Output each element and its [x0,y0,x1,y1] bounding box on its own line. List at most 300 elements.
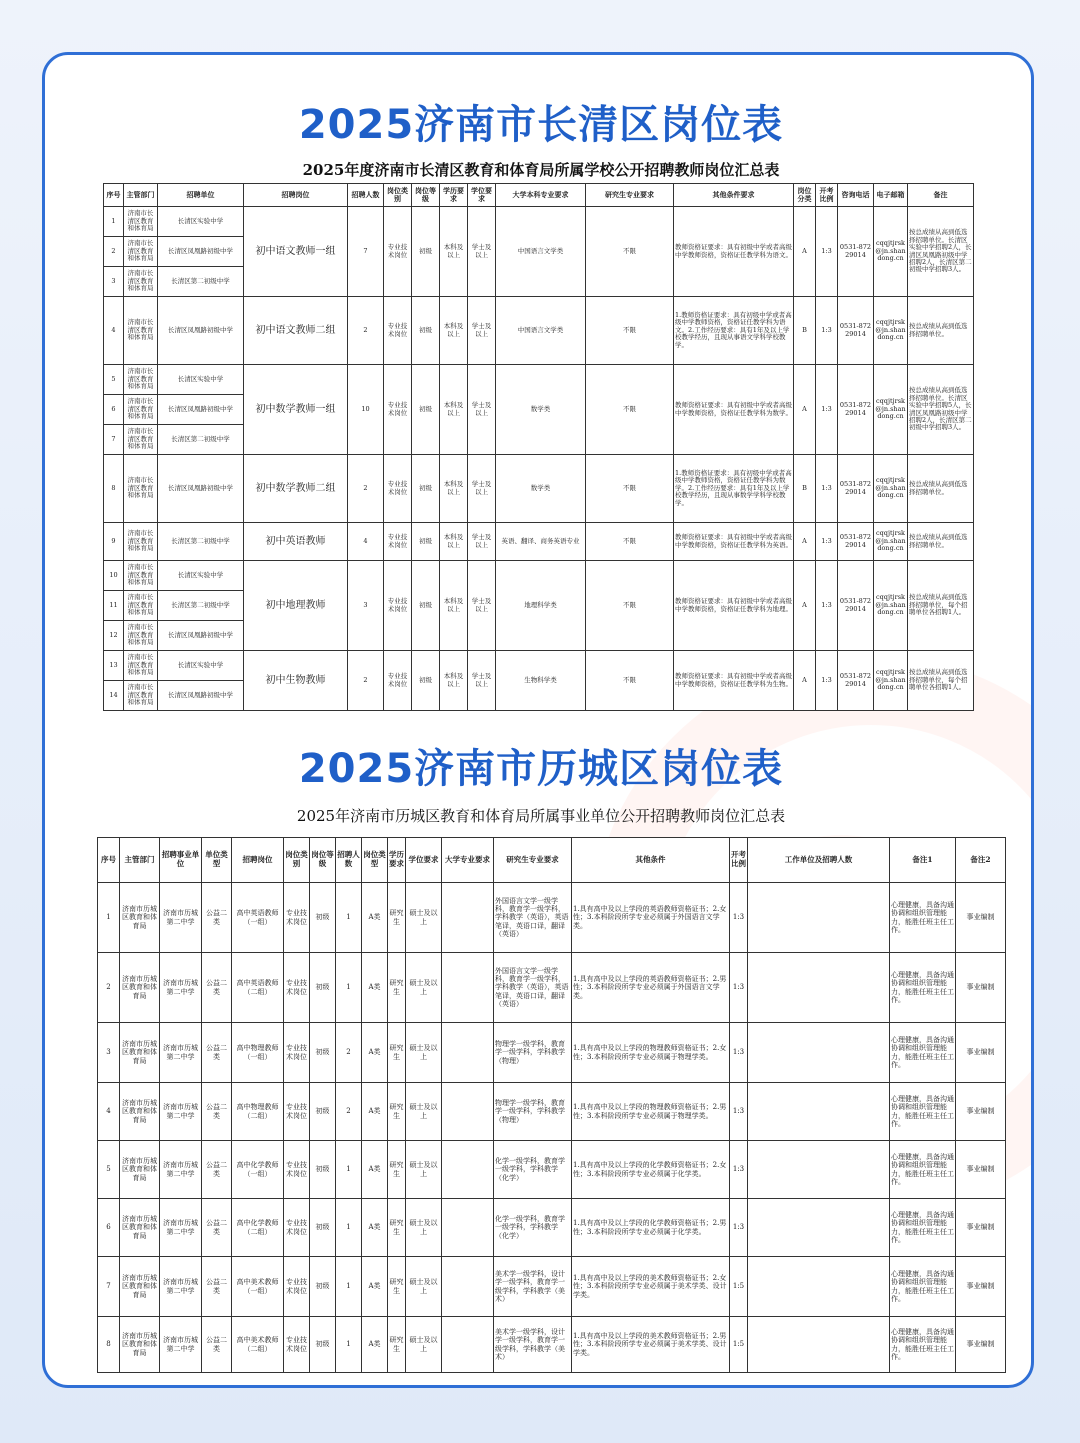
licheng-table-body [98,883,1006,1373]
education-cell: 研究生 [388,1083,406,1141]
col-header: 岗位分类 [794,184,816,207]
note-cell: 按总成绩从高到低选择招聘单位。 [908,523,974,561]
education-cell: 本科及以上 [440,523,468,561]
condition-cell: 1.具有高中及以上学段的化学教师资格证书；2.女性；3.本科阶段所学专业必须属于化学类。 [572,1141,730,1199]
level-cell: 初级 [310,1083,336,1141]
condition-cell: 1.具有高中及以上学段的美术教师资格证书；2.女性；3.本科阶段所学专业必须属于美术学类、设计学类。 [572,1257,730,1317]
email-cell: cqqjtjrsk@jn.shandong.cn [874,207,908,297]
grad-major-cell: 化学一级学科，教育学一级学科，学科教学（化学） [494,1199,572,1257]
col-header: 招聘事业单位 [160,838,202,883]
note-cell: 按总成绩从高到低选择招聘单位。 [908,297,974,365]
ratio-cell: 1:5 [730,1257,748,1317]
post-class-cell: 专业技术岗位 [384,651,412,711]
unit-cell: 长清区第二初级中学 [158,267,244,297]
post-cell: 初中数学教师一组 [244,365,348,455]
table-row [98,1083,1006,1141]
phone-cell: 0531-87229014 [838,207,874,297]
col-header: 大学本科专业要求 [496,184,586,207]
row-number: 3 [98,1023,120,1083]
col-header: 电子邮箱 [874,184,908,207]
table-row [98,1317,1006,1373]
post-class-cell: 专业技术岗位 [284,1199,310,1257]
post-category-cell: A [794,207,816,297]
condition-cell: 1.具有高中及以上学段的物理教师资格证书；2.女性；3.本科阶段所学专业必须属于物理学类。 [572,1023,730,1083]
post-type-cell: A类 [362,1083,388,1141]
changqing-table [103,183,974,711]
col-header: 岗位类别 [384,184,412,207]
unit-cell: 济南市历城第二中学 [160,1141,202,1199]
unit-cell: 长清区实验中学 [158,365,244,395]
dept-cell: 济南市历城区教育和体育局 [120,1199,160,1257]
major-cell: 数学类 [496,455,586,523]
unit-cell: 济南市历城第二中学 [160,1023,202,1083]
row-number: 5 [98,1141,120,1199]
note2-cell: 事业编制 [956,1317,1006,1373]
grad-major-cell: 不限 [586,523,674,561]
table-row [104,365,974,395]
post-type-cell: A类 [362,883,388,953]
row-number: 10 [104,561,124,591]
phone-cell: 0531-87229014 [838,523,874,561]
row-number: 8 [98,1317,120,1373]
condition-cell: 1.具有高中及以上学段的英语教师资格证书；2.女性；3.本科阶段所学专业必须属于外国语言文学类。 [572,883,730,953]
major-cell: 中国语言文学类 [496,207,586,297]
note-cell: 按总成绩从高到低选择招聘单位，每个招聘单位各招聘1人。 [908,561,974,651]
level-cell: 初级 [310,1141,336,1199]
grad-major-cell: 美术学一级学科，设计学一级学科，教育学一级学科，学科教学（美术） [494,1317,572,1373]
section1-big-title: 2025济南市长清区岗位表 [298,102,784,148]
education-cell: 研究生 [388,1141,406,1199]
workplace-cell [748,1141,890,1199]
post-class-cell: 专业技术岗位 [284,1257,310,1317]
post-cell: 高中化学教师（二组） [232,1199,284,1257]
unit-cell: 长清区第二初级中学 [158,591,244,621]
count-cell: 2 [348,297,384,365]
unit-type-cell: 公益二类 [202,883,232,953]
dept-cell: 济南市长清区教育和体育局 [124,425,158,455]
degree-cell: 硕士及以上 [406,1317,442,1373]
unit-cell: 长清区实验中学 [158,207,244,237]
col-header: 招聘人数 [348,184,384,207]
unit-type-cell: 公益二类 [202,1083,232,1141]
col-header: 岗位等级 [310,838,336,883]
post-type-cell: A类 [362,953,388,1023]
workplace-cell [748,1083,890,1141]
undergrad-major-cell [442,1023,494,1083]
col-header: 序号 [104,184,124,207]
email-cell: cqqjtjrsk@jn.shandong.cn [874,455,908,523]
unit-cell: 济南市历城第二中学 [160,953,202,1023]
post-type-cell: A类 [362,1199,388,1257]
note2-cell: 事业编制 [956,1257,1006,1317]
col-header: 学历要求 [440,184,468,207]
post-class-cell: 专业技术岗位 [384,523,412,561]
ratio-cell: 1:5 [730,1317,748,1373]
col-header: 学位要求 [406,838,442,883]
dept-cell: 济南市历城区教育和体育局 [120,1141,160,1199]
table-row [98,1141,1006,1199]
post-class-cell: 专业技术岗位 [284,1317,310,1373]
row-number: 7 [104,425,124,455]
post-class-cell: 专业技术岗位 [284,1141,310,1199]
education-cell: 本科及以上 [440,455,468,523]
degree-cell: 学士及以上 [468,297,496,365]
grad-major-cell: 化学一级学科，教育学一级学科，学科教学（化学） [494,1141,572,1199]
dept-cell: 济南市历城区教育和体育局 [120,953,160,1023]
table-header-row [104,184,974,207]
ratio-cell: 1:3 [816,365,838,455]
table-row [98,1199,1006,1257]
unit-type-cell: 公益二类 [202,1141,232,1199]
degree-cell: 硕士及以上 [406,883,442,953]
section1-sub-title: 2025年度济南市长清区教育和体育局所属学校公开招聘教师岗位汇总表 [302,161,780,179]
count-cell: 1 [336,1317,362,1373]
education-cell: 本科及以上 [440,561,468,651]
post-cell: 高中英语教师（二组） [232,953,284,1023]
degree-cell: 硕士及以上 [406,1199,442,1257]
note2-cell: 事业编制 [956,1199,1006,1257]
count-cell: 2 [336,1023,362,1083]
row-number: 6 [104,395,124,425]
level-cell: 初级 [412,297,440,365]
unit-cell: 济南市历城第二中学 [160,1083,202,1141]
post-cell: 高中物理教师（二组） [232,1083,284,1141]
phone-cell: 0531-87229014 [838,297,874,365]
post-class-cell: 专业技术岗位 [384,297,412,365]
note1-cell: 心理健康，具备沟通协调和组织管理能力，能胜任班主任工作。 [890,883,956,953]
count-cell: 7 [348,207,384,297]
grad-major-cell: 外国语言文学一级学科，教育学一级学科，学科教学（英语），英语笔译，英语口译，翻译（英语） [494,953,572,1023]
grad-major-cell: 不限 [586,365,674,455]
count-cell: 3 [348,561,384,651]
col-header: 其他条件要求 [674,184,794,207]
email-cell: cqqjtjrsk@jn.shandong.cn [874,523,908,561]
col-header: 岗位等级 [412,184,440,207]
table-row [104,297,974,365]
condition-cell: 1.具有高中及以上学段的化学教师资格证书；2.男性；3.本科阶段所学专业必须属于化学类。 [572,1199,730,1257]
undergrad-major-cell [442,1317,494,1373]
level-cell: 初级 [310,883,336,953]
dept-cell: 济南市历城区教育和体育局 [120,1023,160,1083]
dept-cell: 济南市长清区教育和体育局 [124,207,158,237]
post-cell: 初中生物教师 [244,651,348,711]
level-cell: 初级 [310,1199,336,1257]
phone-cell: 0531-87229014 [838,651,874,711]
unit-cell: 长清区凤凰路初级中学 [158,681,244,711]
dept-cell: 济南市长清区教育和体育局 [124,395,158,425]
post-type-cell: A类 [362,1023,388,1083]
post-class-cell: 专业技术岗位 [284,953,310,1023]
post-cell: 高中英语教师（一组） [232,883,284,953]
col-header: 招聘岗位 [244,184,348,207]
table-header-row [98,838,1006,883]
ratio-cell: 1:3 [816,651,838,711]
note2-cell: 事业编制 [956,953,1006,1023]
post-class-cell: 专业技术岗位 [384,365,412,455]
note1-cell: 心理健康，具备沟通协调和组织管理能力，能胜任班主任工作。 [890,1141,956,1199]
note1-cell: 心理健康，具备沟通协调和组织管理能力，能胜任班主任工作。 [890,1083,956,1141]
note-cell: 按总成绩从高到低选择招聘单位，每个招聘单位各招聘1人。 [908,651,974,711]
table-row [104,207,974,237]
education-cell: 研究生 [388,1257,406,1317]
col-header: 备注2 [956,838,1006,883]
row-number: 3 [104,267,124,297]
dept-cell: 济南市长清区教育和体育局 [124,591,158,621]
condition-cell: 教师资格证要求：具有初级中学或者高级中学教师资格，资格证任教学科为数学。 [674,365,794,455]
note1-cell: 心理健康，具备沟通协调和组织管理能力，能胜任班主任工作。 [890,1317,956,1373]
count-cell: 1 [336,1141,362,1199]
dept-cell: 济南市长清区教育和体育局 [124,365,158,395]
row-number: 8 [104,455,124,523]
condition-cell: 教师资格证要求：具有初级中学或者高级中学教师资格，资格证任教学科为语文。 [674,207,794,297]
grad-major-cell: 不限 [586,207,674,297]
row-number: 7 [98,1257,120,1317]
note-cell: 按总成绩从高到低选择招聘单位。长清区实验中学招聘2人，长清区凤凰路初级中学招聘2人，长清区第二初级中学招聘3人。 [908,207,974,297]
degree-cell: 学士及以上 [468,207,496,297]
level-cell: 初级 [412,207,440,297]
ratio-cell: 1:3 [730,953,748,1023]
row-number: 9 [104,523,124,561]
grad-major-cell: 物理学一级学科，教育学一级学科，学科教学（物理） [494,1023,572,1083]
level-cell: 初级 [310,1023,336,1083]
col-header: 学历要求 [388,838,406,883]
dept-cell: 济南市长清区教育和体育局 [124,561,158,591]
unit-cell: 济南市历城第二中学 [160,883,202,953]
level-cell: 初级 [412,651,440,711]
count-cell: 2 [348,651,384,711]
unit-cell: 长清区凤凰路初级中学 [158,621,244,651]
grad-major-cell: 不限 [586,455,674,523]
dept-cell: 济南市长清区教育和体育局 [124,523,158,561]
grad-major-cell: 外国语言文学一级学科，教育学一级学科，学科教学（英语），英语笔译，英语口译，翻译（英语） [494,883,572,953]
post-class-cell: 专业技术岗位 [384,561,412,651]
col-header: 主管部门 [124,184,158,207]
ratio-cell: 1:3 [730,1199,748,1257]
degree-cell: 硕士及以上 [406,1023,442,1083]
post-class-cell: 专业技术岗位 [284,1023,310,1083]
section2-big-title: 2025济南市历城区岗位表 [298,746,784,792]
grad-major-cell: 不限 [586,297,674,365]
education-cell: 研究生 [388,1023,406,1083]
count-cell: 1 [336,1257,362,1317]
education-cell: 研究生 [388,1199,406,1257]
condition-cell: 教师资格证要求：具有初级中学或者高级中学教师资格，资格证任教学科为地理。 [674,561,794,651]
post-class-cell: 专业技术岗位 [384,455,412,523]
degree-cell: 学士及以上 [468,455,496,523]
col-header: 备注1 [890,838,956,883]
col-header: 招聘单位 [158,184,244,207]
workplace-cell [748,953,890,1023]
table-row [104,561,974,591]
unit-cell: 长清区实验中学 [158,651,244,681]
col-header: 开考比例 [816,184,838,207]
note2-cell: 事业编制 [956,1083,1006,1141]
unit-cell: 长清区第二初级中学 [158,425,244,455]
condition-cell: 1.具有高中及以上学段的物理教师资格证书；2.男性；3.本科阶段所学专业必须属于物理学类。 [572,1083,730,1141]
post-category-cell: A [794,561,816,651]
phone-cell: 0531-87229014 [838,561,874,651]
degree-cell: 学士及以上 [468,365,496,455]
ratio-cell: 1:3 [730,1023,748,1083]
unit-cell: 济南市历城第二中学 [160,1257,202,1317]
undergrad-major-cell [442,1141,494,1199]
ratio-cell: 1:3 [816,455,838,523]
degree-cell: 硕士及以上 [406,953,442,1023]
changqing-table-body [104,207,974,711]
unit-cell: 长清区实验中学 [158,561,244,591]
post-class-cell: 专业技术岗位 [284,1083,310,1141]
grad-major-cell: 美术学一级学科，设计学一级学科，教育学一级学科，学科教学（美术） [494,1257,572,1317]
col-header: 工作单位及招聘人数 [748,838,890,883]
unit-cell: 长清区凤凰路初级中学 [158,297,244,365]
workplace-cell [748,1257,890,1317]
post-type-cell: A类 [362,1257,388,1317]
row-number: 4 [98,1083,120,1141]
post-type-cell: A类 [362,1317,388,1373]
post-cell: 初中数学教师二组 [244,455,348,523]
email-cell: cqqjtjrsk@jn.shandong.cn [874,297,908,365]
ratio-cell: 1:3 [816,297,838,365]
dept-cell: 济南市长清区教育和体育局 [124,621,158,651]
degree-cell: 学士及以上 [468,561,496,651]
dept-cell: 济南市长清区教育和体育局 [124,267,158,297]
unit-type-cell: 公益二类 [202,1257,232,1317]
table-row [98,953,1006,1023]
count-cell: 2 [336,1083,362,1141]
ratio-cell: 1:3 [730,1141,748,1199]
dept-cell: 济南市历城区教育和体育局 [120,1257,160,1317]
ratio-cell: 1:3 [730,883,748,953]
phone-cell: 0531-87229014 [838,455,874,523]
phone-cell: 0531-87229014 [838,365,874,455]
post-category-cell: B [794,455,816,523]
note1-cell: 心理健康，具备沟通协调和组织管理能力，能胜任班主任工作。 [890,1199,956,1257]
note1-cell: 心理健康，具备沟通协调和组织管理能力，能胜任班主任工作。 [890,1257,956,1317]
degree-cell: 硕士及以上 [406,1083,442,1141]
unit-type-cell: 公益二类 [202,1317,232,1373]
post-cell: 高中化学教师（一组） [232,1141,284,1199]
condition-cell: 1.教师资格证要求：具有初级中学或者高级中学教师资格，资格证任教学科为语文。2.工作经历要求：具有1年及以上学校教学经历，且现从事语文学科学校教学。 [674,297,794,365]
level-cell: 初级 [412,561,440,651]
post-category-cell: A [794,523,816,561]
row-number: 2 [104,237,124,267]
education-cell: 研究生 [388,953,406,1023]
note1-cell: 心理健康，具备沟通协调和组织管理能力，能胜任班主任工作。 [890,953,956,1023]
dept-cell: 济南市历城区教育和体育局 [120,1083,160,1141]
level-cell: 初级 [310,1257,336,1317]
dept-cell: 济南市历城区教育和体育局 [120,883,160,953]
education-cell: 本科及以上 [440,651,468,711]
education-cell: 本科及以上 [440,365,468,455]
degree-cell: 硕士及以上 [406,1141,442,1199]
note2-cell: 事业编制 [956,1023,1006,1083]
undergrad-major-cell [442,1083,494,1141]
post-cell: 初中语文教师一组 [244,207,348,297]
col-header: 招聘人数 [336,838,362,883]
ratio-cell: 1:3 [816,561,838,651]
post-class-cell: 专业技术岗位 [284,883,310,953]
count-cell: 1 [336,953,362,1023]
education-cell: 本科及以上 [440,297,468,365]
row-number: 13 [104,651,124,681]
workplace-cell [748,1317,890,1373]
count-cell: 4 [348,523,384,561]
col-header: 主管部门 [120,838,160,883]
unit-cell: 长清区凤凰路初级中学 [158,395,244,425]
row-number: 12 [104,621,124,651]
post-class-cell: 专业技术岗位 [384,207,412,297]
undergrad-major-cell [442,1199,494,1257]
workplace-cell [748,883,890,953]
dept-cell: 济南市长清区教育和体育局 [124,297,158,365]
post-category-cell: A [794,651,816,711]
level-cell: 初级 [412,365,440,455]
condition-cell: 教师资格证要求：具有初级中学或者高级中学教师资格，资格证任教学科为英语。 [674,523,794,561]
major-cell: 英语、翻译、商务英语专业 [496,523,586,561]
count-cell: 1 [336,1199,362,1257]
major-cell: 生物科学类 [496,651,586,711]
unit-cell: 长清区凤凰路初级中学 [158,455,244,523]
col-header: 研究生专业要求 [586,184,674,207]
col-header: 备注 [908,184,974,207]
post-category-cell: B [794,297,816,365]
col-header: 单位类型 [202,838,232,883]
undergrad-major-cell [442,1257,494,1317]
table-row [104,455,974,523]
col-header: 学位要求 [468,184,496,207]
post-cell: 高中物理教师（一组） [232,1023,284,1083]
col-header: 岗位类别 [284,838,310,883]
ratio-cell: 1:3 [816,207,838,297]
col-header: 咨询电话 [838,184,874,207]
major-cell: 数学类 [496,365,586,455]
ratio-cell: 1:3 [730,1083,748,1141]
count-cell: 10 [348,365,384,455]
degree-cell: 学士及以上 [468,523,496,561]
degree-cell: 硕士及以上 [406,1257,442,1317]
post-category-cell: A [794,365,816,455]
col-header: 岗位类型 [362,838,388,883]
count-cell: 1 [336,883,362,953]
note-cell: 按总成绩从高到低选择招聘单位。 [908,455,974,523]
email-cell: cqqjtjrsk@jn.shandong.cn [874,651,908,711]
level-cell: 初级 [412,523,440,561]
major-cell: 地理科学类 [496,561,586,651]
post-cell: 初中语文教师二组 [244,297,348,365]
row-number: 4 [104,297,124,365]
row-number: 14 [104,681,124,711]
table-row [98,883,1006,953]
grad-major-cell: 物理学一级学科，教育学一级学科，学科教学（物理） [494,1083,572,1141]
unit-type-cell: 公益二类 [202,1023,232,1083]
row-number: 1 [98,883,120,953]
note-cell: 按总成绩从高到低选择招聘单位。长清区实验中学招聘5人，长清区凤凰路初级中学招聘2人，长清区第二初级中学招聘3人。 [908,365,974,455]
post-cell: 高中美术教师（二组） [232,1317,284,1373]
condition-cell: 教师资格证要求：具有初级中学或者高级中学教师资格，资格证任教学科为生物。 [674,651,794,711]
level-cell: 初级 [310,953,336,1023]
unit-cell: 长清区凤凰路初级中学 [158,237,244,267]
poster-card [42,52,1034,1388]
note1-cell: 心理健康，具备沟通协调和组织管理能力，能胜任班主任工作。 [890,1023,956,1083]
table-row [104,523,974,561]
email-cell: cqqjtjrsk@jn.shandong.cn [874,561,908,651]
post-cell: 高中美术教师（一组） [232,1257,284,1317]
condition-cell: 1.具有高中及以上学段的英语教师资格证书；2.男性；3.本科阶段所学专业必须属于外国语言文学类。 [572,953,730,1023]
major-cell: 中国语言文学类 [496,297,586,365]
degree-cell: 学士及以上 [468,651,496,711]
row-number: 6 [98,1199,120,1257]
workplace-cell [748,1023,890,1083]
